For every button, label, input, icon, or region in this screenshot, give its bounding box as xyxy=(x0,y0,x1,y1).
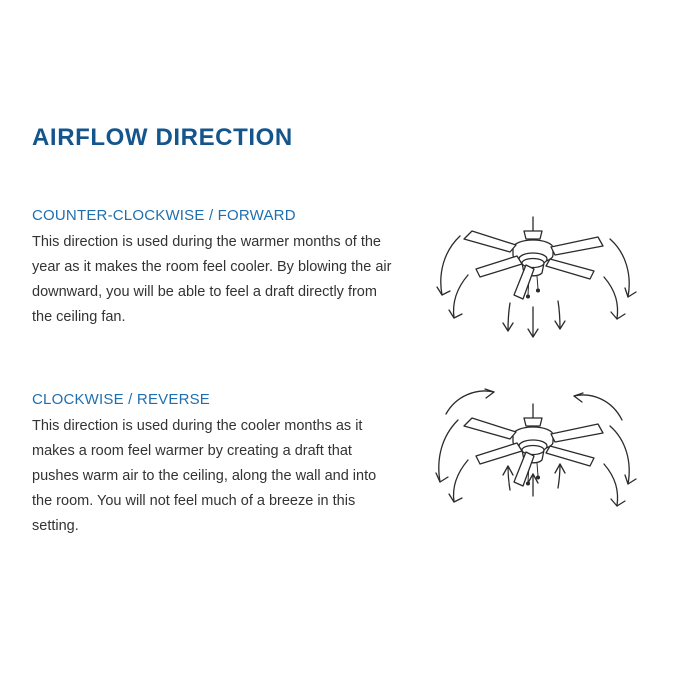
section-counter-clockwise xyxy=(32,207,397,330)
section-body-clockwise: This direction is used during the cooler months as it makes a room feel warmer by creating a draft that pushes warm air to the ceiling, along the wall and into the room. You will not feel much of a breeze in this setting. xyxy=(32,418,377,534)
fan-upward-svg xyxy=(398,378,668,548)
page-title: AIRFLOW DIRECTION xyxy=(32,124,293,151)
fan-downward-svg xyxy=(398,203,668,363)
section-heading-counter-clockwise: COUNTER-CLOCKWISE / FORWARD xyxy=(32,207,296,224)
ceiling-fan-downward-airflow-diagram xyxy=(398,203,668,363)
section-clockwise xyxy=(32,391,397,539)
section-heading-clockwise: CLOCKWISE / REVERSE xyxy=(32,391,211,408)
ceiling-fan-upward-airflow-diagram xyxy=(398,378,668,548)
section-body-counter-clockwise: This direction is used during the warmer months of the year as it makes the room feel cooler. By blowing the air downward, you will be able to feel a draft directly from the ceiling fan. xyxy=(32,234,392,325)
